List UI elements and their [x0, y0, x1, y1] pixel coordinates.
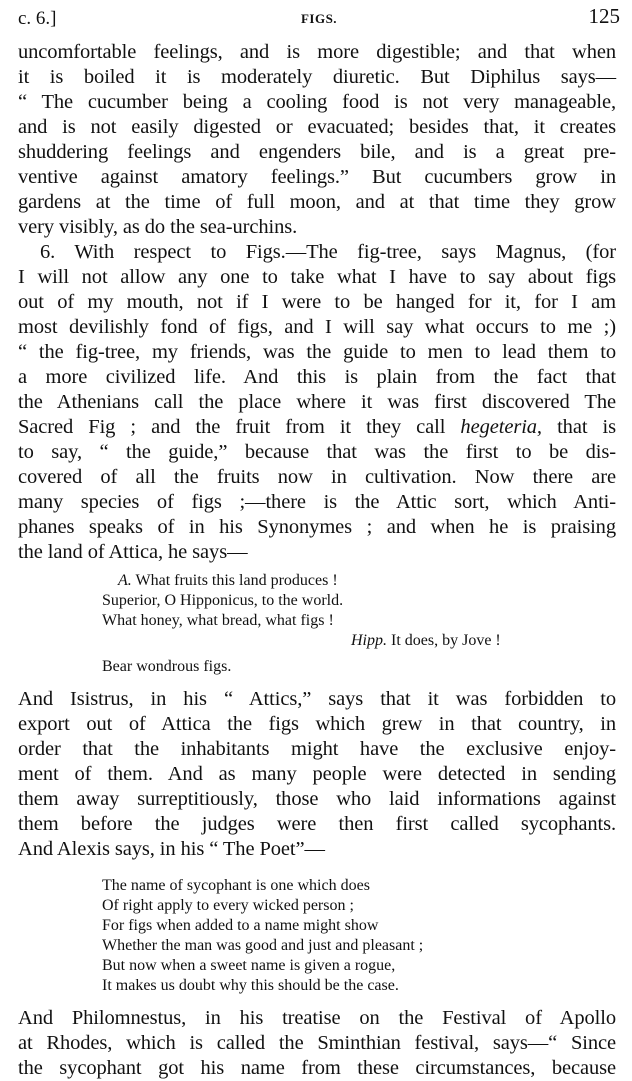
text-line: shuddering feelings and engenders bile, and is a great pre- [18, 141, 616, 163]
chapter-marker: c. 6.] [18, 8, 57, 29]
text-line: them before the judges were then first called sycophants. [18, 813, 616, 835]
text-segment: that is [541, 416, 616, 438]
verse-line: The name of sycophant is one which does [102, 877, 370, 894]
paragraph-philomnestus [18, 1006, 616, 1081]
verse-line: Hipp. It does, by Jove ! [351, 632, 501, 649]
text-line: gardens at the time of full moon, and at that time they grow [18, 191, 616, 213]
text-line: the Athenians call the place where it was first discovered The [18, 391, 616, 413]
paragraph-figs [18, 240, 616, 565]
text-line: the land of Attica, he says— [18, 541, 248, 563]
verse-line: It makes us doubt why this should be the case. [102, 977, 399, 994]
text-line: 6. With respect to Figs.—The fig-tree, says Magnus, (for [40, 241, 616, 263]
text-line: many species of figs ;—there is the Attic sort, which Anti- [18, 491, 616, 513]
text-line: phanes speaks of in his Synonymes ; and when he is praising [18, 516, 616, 538]
text-line: order that the inhabitants might have the exclusive enjoy- [18, 738, 616, 760]
text-line: ment of them. And as many people were detected in sending [18, 763, 616, 785]
text-line: the sycophant got his name from these circumstances, because [18, 1057, 616, 1079]
text-line: “ The cucumber being a cooling food is not very manageable, [18, 91, 616, 113]
text-line: uncomfortable feelings, and is more digestible; and that when [18, 41, 616, 63]
text-segment: Sacred Fig ; and the fruit from it they call [18, 416, 446, 438]
text-line: covered of all the fruits now in cultivation. Now there are [18, 466, 616, 488]
text-line: And Alexis says, in his “ The Poet”— [18, 838, 325, 860]
text-line: at Rhodes, which is called the Sminthian festival, says—“ Since [18, 1032, 616, 1054]
speaker-label: Hipp. [351, 632, 387, 649]
verse-line: Whether the man was good and just and pleasant ; [102, 937, 424, 954]
text-line: export out of Attica the figs which grew in that country, in [18, 713, 616, 735]
text-line: a more civilized life. And this is plain from the fact that [18, 366, 616, 388]
text-line: and is not easily digested or evacuated; besides that, it creates [18, 116, 616, 138]
verse-line: For figs when added to a name might show [102, 917, 379, 934]
verse-line: A. What fruits this land produces ! [118, 572, 338, 589]
verse-quotation-alexis [18, 876, 616, 996]
text-line: I will not allow any one to take what I have to say about figs [18, 266, 616, 288]
verse-line: But now when a sweet name is given a rogue, [102, 957, 396, 974]
text-line: it is boiled it is moderately diuretic. But Diphilus says— [18, 66, 616, 88]
page-body [18, 40, 616, 1081]
text-line-with-italic [18, 415, 616, 440]
text-line: And Philomnestus, in his treatise on the Festival of Apollo [18, 1007, 616, 1029]
verse-line: What honey, what bread, what figs ! [102, 612, 334, 629]
text-line: most devilishly fond of figs, and I will say what occurs to me ;) [18, 316, 616, 338]
text-line: And Isistrus, in his “ Attics,” says that it was forbidden to [18, 688, 616, 710]
verse-line: Bear wondrous figs. [102, 658, 232, 675]
verse-line: Of right apply to every wicked person ; [102, 897, 354, 914]
text-line: very visibly, as do the sea-urchins. [18, 216, 298, 238]
text-line: to say, “ the guide,” because that was the first to be dis- [18, 441, 616, 463]
text-line: “ the fig-tree, my friends, was the guide to men to lead them to [18, 341, 616, 363]
speaker-label: A. [118, 572, 132, 589]
running-title: FIGS. [300, 11, 338, 26]
paragraph-cucumbers [18, 40, 616, 240]
text-line: ventive against amatory feelings.” But cucumbers grow in [18, 166, 616, 188]
verse-line: Superior, O Hipponicus, to the world. [102, 592, 344, 609]
italic-term: hegeteria, [460, 416, 542, 438]
page-number: 125 [588, 4, 620, 28]
verse-quotation-antiphanes [18, 571, 616, 677]
text-line: out of my mouth, not if I were to be hanged for it, for I am [18, 291, 616, 313]
text-line: them away surreptitiously, those who laid informations against [18, 788, 616, 810]
running-header [18, 2, 620, 36]
paragraph-isistrus [18, 687, 616, 862]
